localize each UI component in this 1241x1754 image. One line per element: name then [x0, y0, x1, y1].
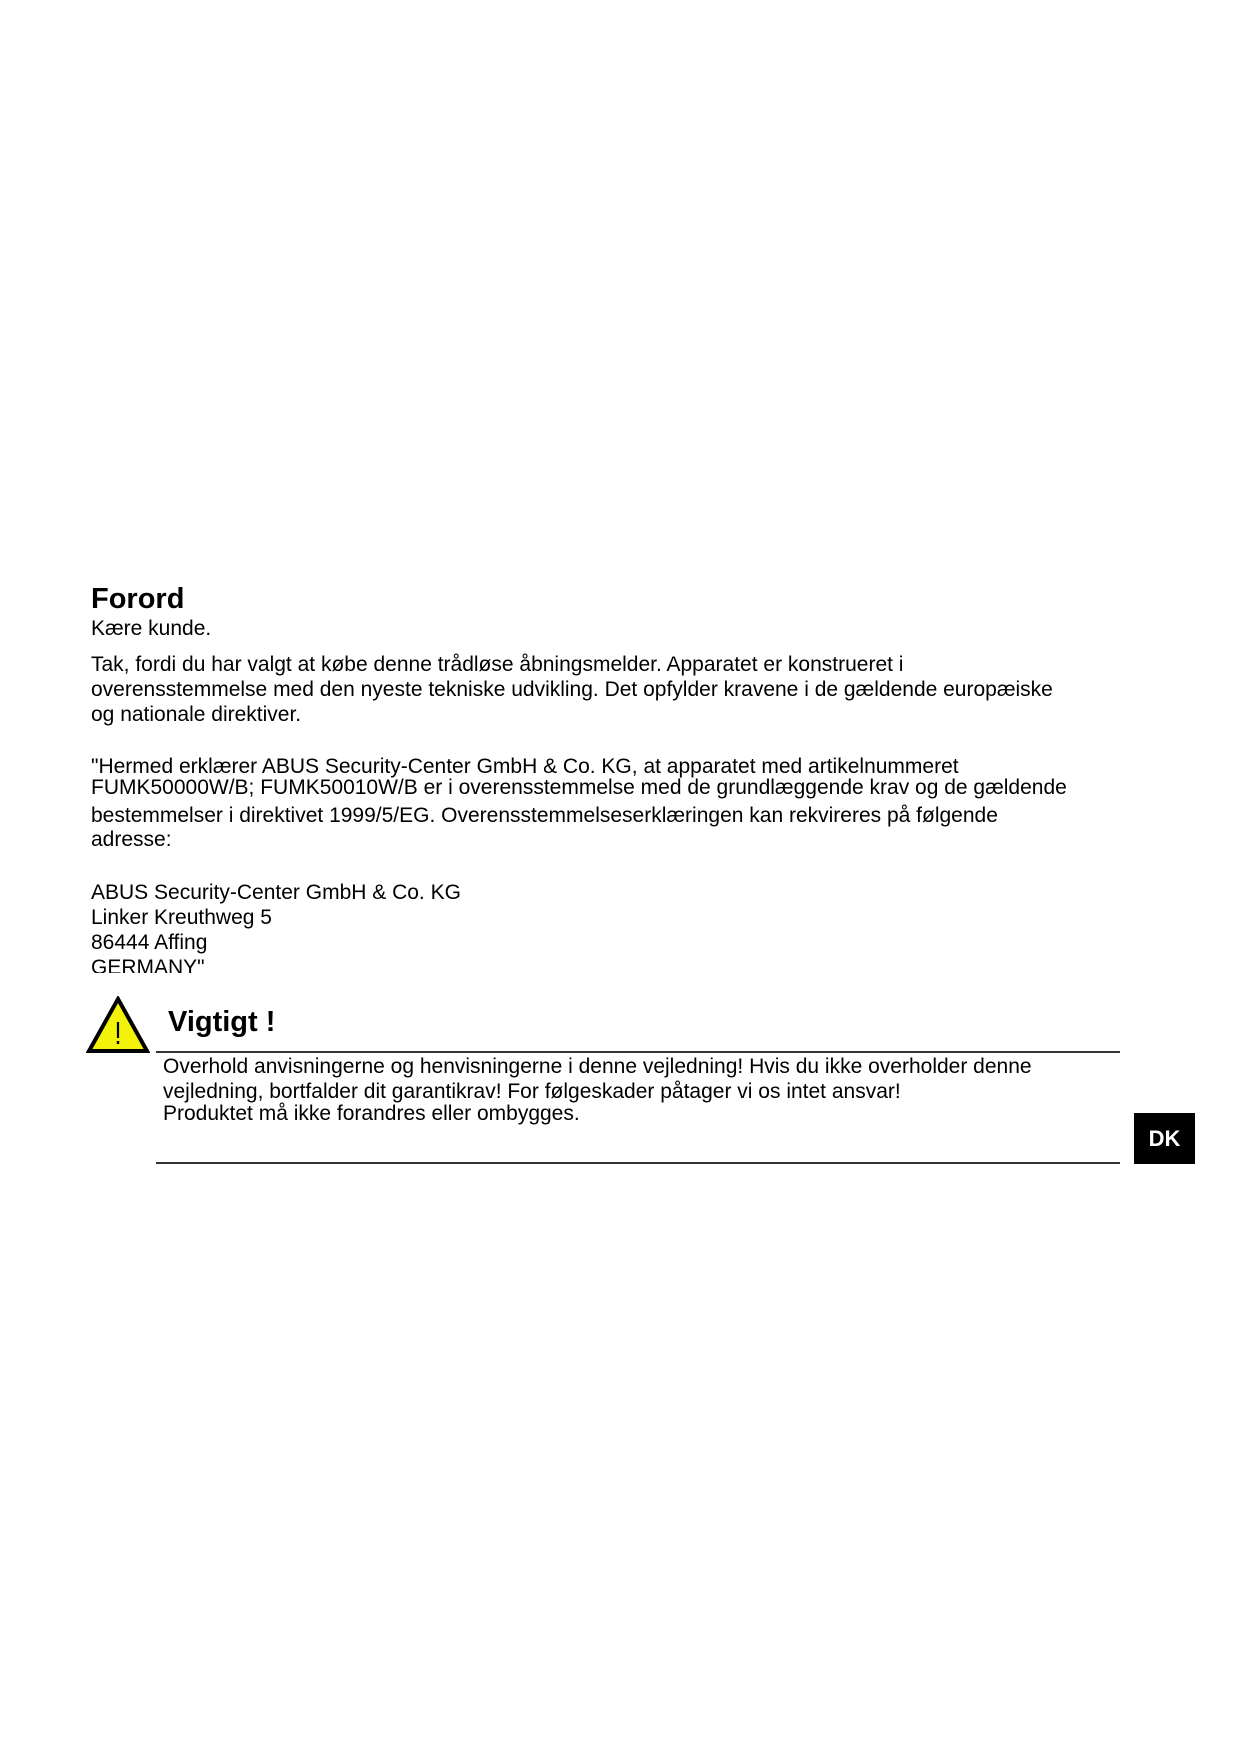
intro-line-3: og nationale direktiver. — [91, 703, 302, 726]
warning-line-2: vejledning, bortfalder dit garantikrav! For følgeskader påtager vi os intet ansvar! — [163, 1080, 901, 1103]
language-tab-badge — [1134, 1113, 1195, 1164]
declaration-line-3: bestemmelser i direktivet 1999/5/EG. Overensstemmelseserklæringen kan rekvireres på følgende — [91, 804, 998, 827]
address-city: 86444 Affing — [91, 931, 208, 954]
warning-bottom-divider — [156, 1162, 1120, 1164]
address-country: GERMANY" — [91, 956, 205, 973]
declaration-line-4: adresse: — [91, 828, 172, 851]
address-street: Linker Kreuthweg 5 — [91, 906, 272, 929]
declaration-line-1: "Hermed erklærer ABUS Security-Center GmbH & Co. KG, at apparatet med artikelnummeret — [91, 755, 959, 778]
foreword-heading: Forord — [91, 583, 185, 615]
intro-line-2: overensstemmelse med den nyeste tekniske udvikling. Det opfylder kravene i de gældende europæiske — [91, 678, 1053, 701]
intro-line-1: Tak, fordi du har valgt at købe denne trådløse åbningsmelder. Apparatet er konstrueret i — [91, 653, 904, 676]
language-tab-label: DK — [1148, 1125, 1181, 1151]
address-company: ABUS Security-Center GmbH & Co. KG — [91, 881, 461, 904]
warning-line-1: Overhold anvisningerne og henvisningerne i denne vejledning! Hvis du ikke overholder denne — [163, 1055, 1032, 1078]
warning-triangle-icon — [86, 996, 150, 1054]
warning-title: Vigtigt ! — [168, 1006, 276, 1038]
salutation: Kære kunde. — [91, 617, 212, 640]
declaration-line-2: FUMK50000W/B; FUMK50010W/B er i overensstemmelse med de grundlæggende krav og de gældende — [91, 776, 1067, 799]
manufacturer-address — [91, 880, 591, 973]
warning-top-divider — [156, 1051, 1120, 1053]
warning-line-3: Produktet må ikke forandres eller ombygges. — [163, 1102, 580, 1125]
